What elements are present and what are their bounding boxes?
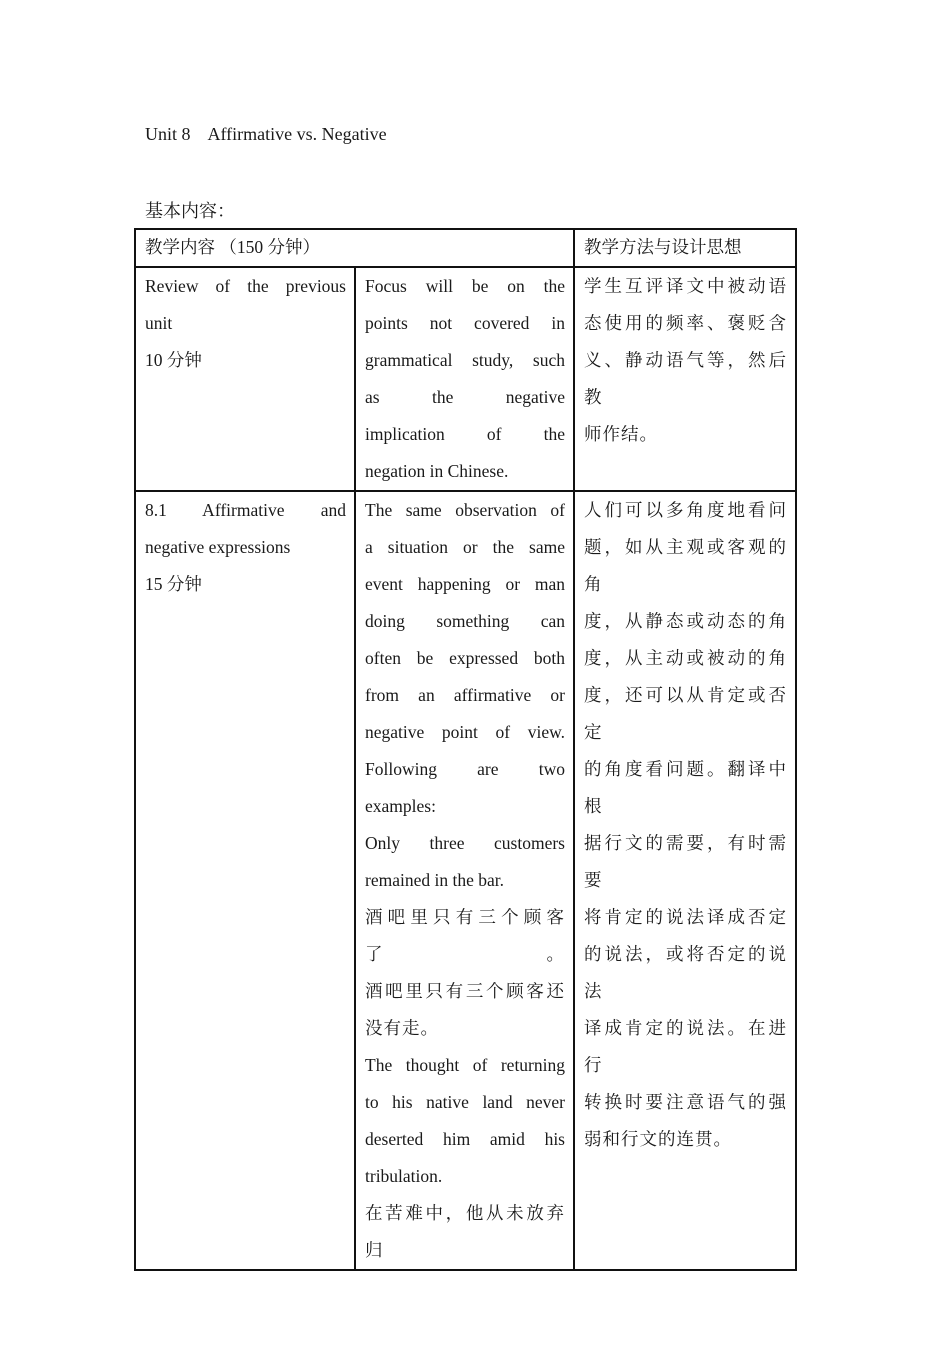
detail-line: deserted him amid his — [365, 1129, 565, 1149]
method-line: 弱和行文的连贯。 — [584, 1129, 732, 1149]
method-line: 人们可以多角度地看问 — [584, 500, 787, 520]
method-line: 译成肯定的说法。在进行 — [584, 1018, 787, 1075]
table-header-row — [135, 229, 796, 267]
detail-cell — [355, 491, 574, 1270]
unit-title: Unit 8 Affirmative vs. Negative — [145, 124, 387, 144]
detail-line: 酒吧里只有三个顾客了。 — [365, 907, 565, 964]
detail-line: a situation or the same — [365, 537, 565, 557]
detail-line: negative point of view. — [365, 722, 565, 742]
detail-line: event happening or man — [365, 574, 565, 594]
table-row — [135, 491, 796, 1270]
header-method: 教学方法与设计思想 — [574, 229, 796, 267]
detail-line: 酒吧里只有三个顾客还 — [365, 981, 565, 1001]
method-line: 的说法，或将否定的说法 — [584, 944, 787, 1001]
detail-line: often be expressed both — [365, 648, 565, 668]
method-cell — [574, 267, 796, 491]
method-line: 转换时要注意语气的强 — [584, 1092, 787, 1112]
method-line: 度，从静态或动态的角 — [584, 611, 787, 631]
topic-line: unit — [145, 313, 173, 333]
detail-line: 在苦难中，他从未放弃归 — [365, 1203, 565, 1260]
method-line: 将肯定的说法译成否定 — [584, 907, 787, 927]
topic-duration: 10 分钟 — [145, 350, 202, 370]
topic-duration: 15 分钟 — [145, 574, 202, 594]
method-line: 的角度看问题。翻译中根 — [584, 759, 787, 816]
method-line: 度，还可以从肯定或否定 — [584, 685, 787, 742]
method-line: 度，从主动或被动的角 — [584, 648, 787, 668]
detail-line: negation in Chinese. — [365, 461, 509, 481]
method-line: 题，如从主观或客观的角 — [584, 537, 787, 594]
detail-line: points not covered in — [365, 313, 565, 333]
detail-line: Focus will be on the — [365, 276, 565, 296]
topic-cell — [135, 267, 355, 491]
detail-line: The thought of returning — [365, 1055, 565, 1075]
method-line: 义、静动语气等，然后教 — [584, 350, 787, 407]
detail-line: to his native land never — [365, 1092, 565, 1112]
topic-line: 8.1 Affirmative and — [145, 500, 346, 520]
detail-line: from an affirmative or — [365, 685, 565, 705]
detail-line: grammatical study, such — [365, 350, 565, 370]
detail-line: 没有走。 — [365, 1018, 439, 1038]
detail-line: implication of the — [365, 424, 565, 444]
detail-line: remained in the bar. — [365, 870, 504, 890]
header-content: 教学内容 （150 分钟） — [135, 229, 574, 267]
method-line: 学生互评译文中被动语 — [584, 276, 787, 296]
topic-line: negative expressions — [145, 537, 291, 557]
lesson-plan-table — [134, 228, 797, 1271]
method-cell — [574, 491, 796, 1270]
detail-line: as the negative — [365, 387, 565, 407]
detail-line: doing something can — [365, 611, 565, 631]
topic-cell — [135, 491, 355, 1270]
table-row — [135, 267, 796, 491]
method-line: 据行文的需要，有时需要 — [584, 833, 787, 890]
section-label: 基本内容： — [145, 201, 235, 221]
detail-cell — [355, 267, 574, 491]
detail-line: Only three customers — [365, 833, 565, 853]
detail-line: The same observation of — [365, 500, 565, 520]
detail-line: Following are two — [365, 759, 565, 779]
method-line: 态使用的频率、褒贬含 — [584, 313, 787, 333]
method-line: 师作结。 — [584, 424, 658, 444]
detail-line: tribulation. — [365, 1166, 443, 1186]
topic-line: Review of the previous — [145, 276, 346, 296]
detail-line: examples: — [365, 796, 436, 816]
